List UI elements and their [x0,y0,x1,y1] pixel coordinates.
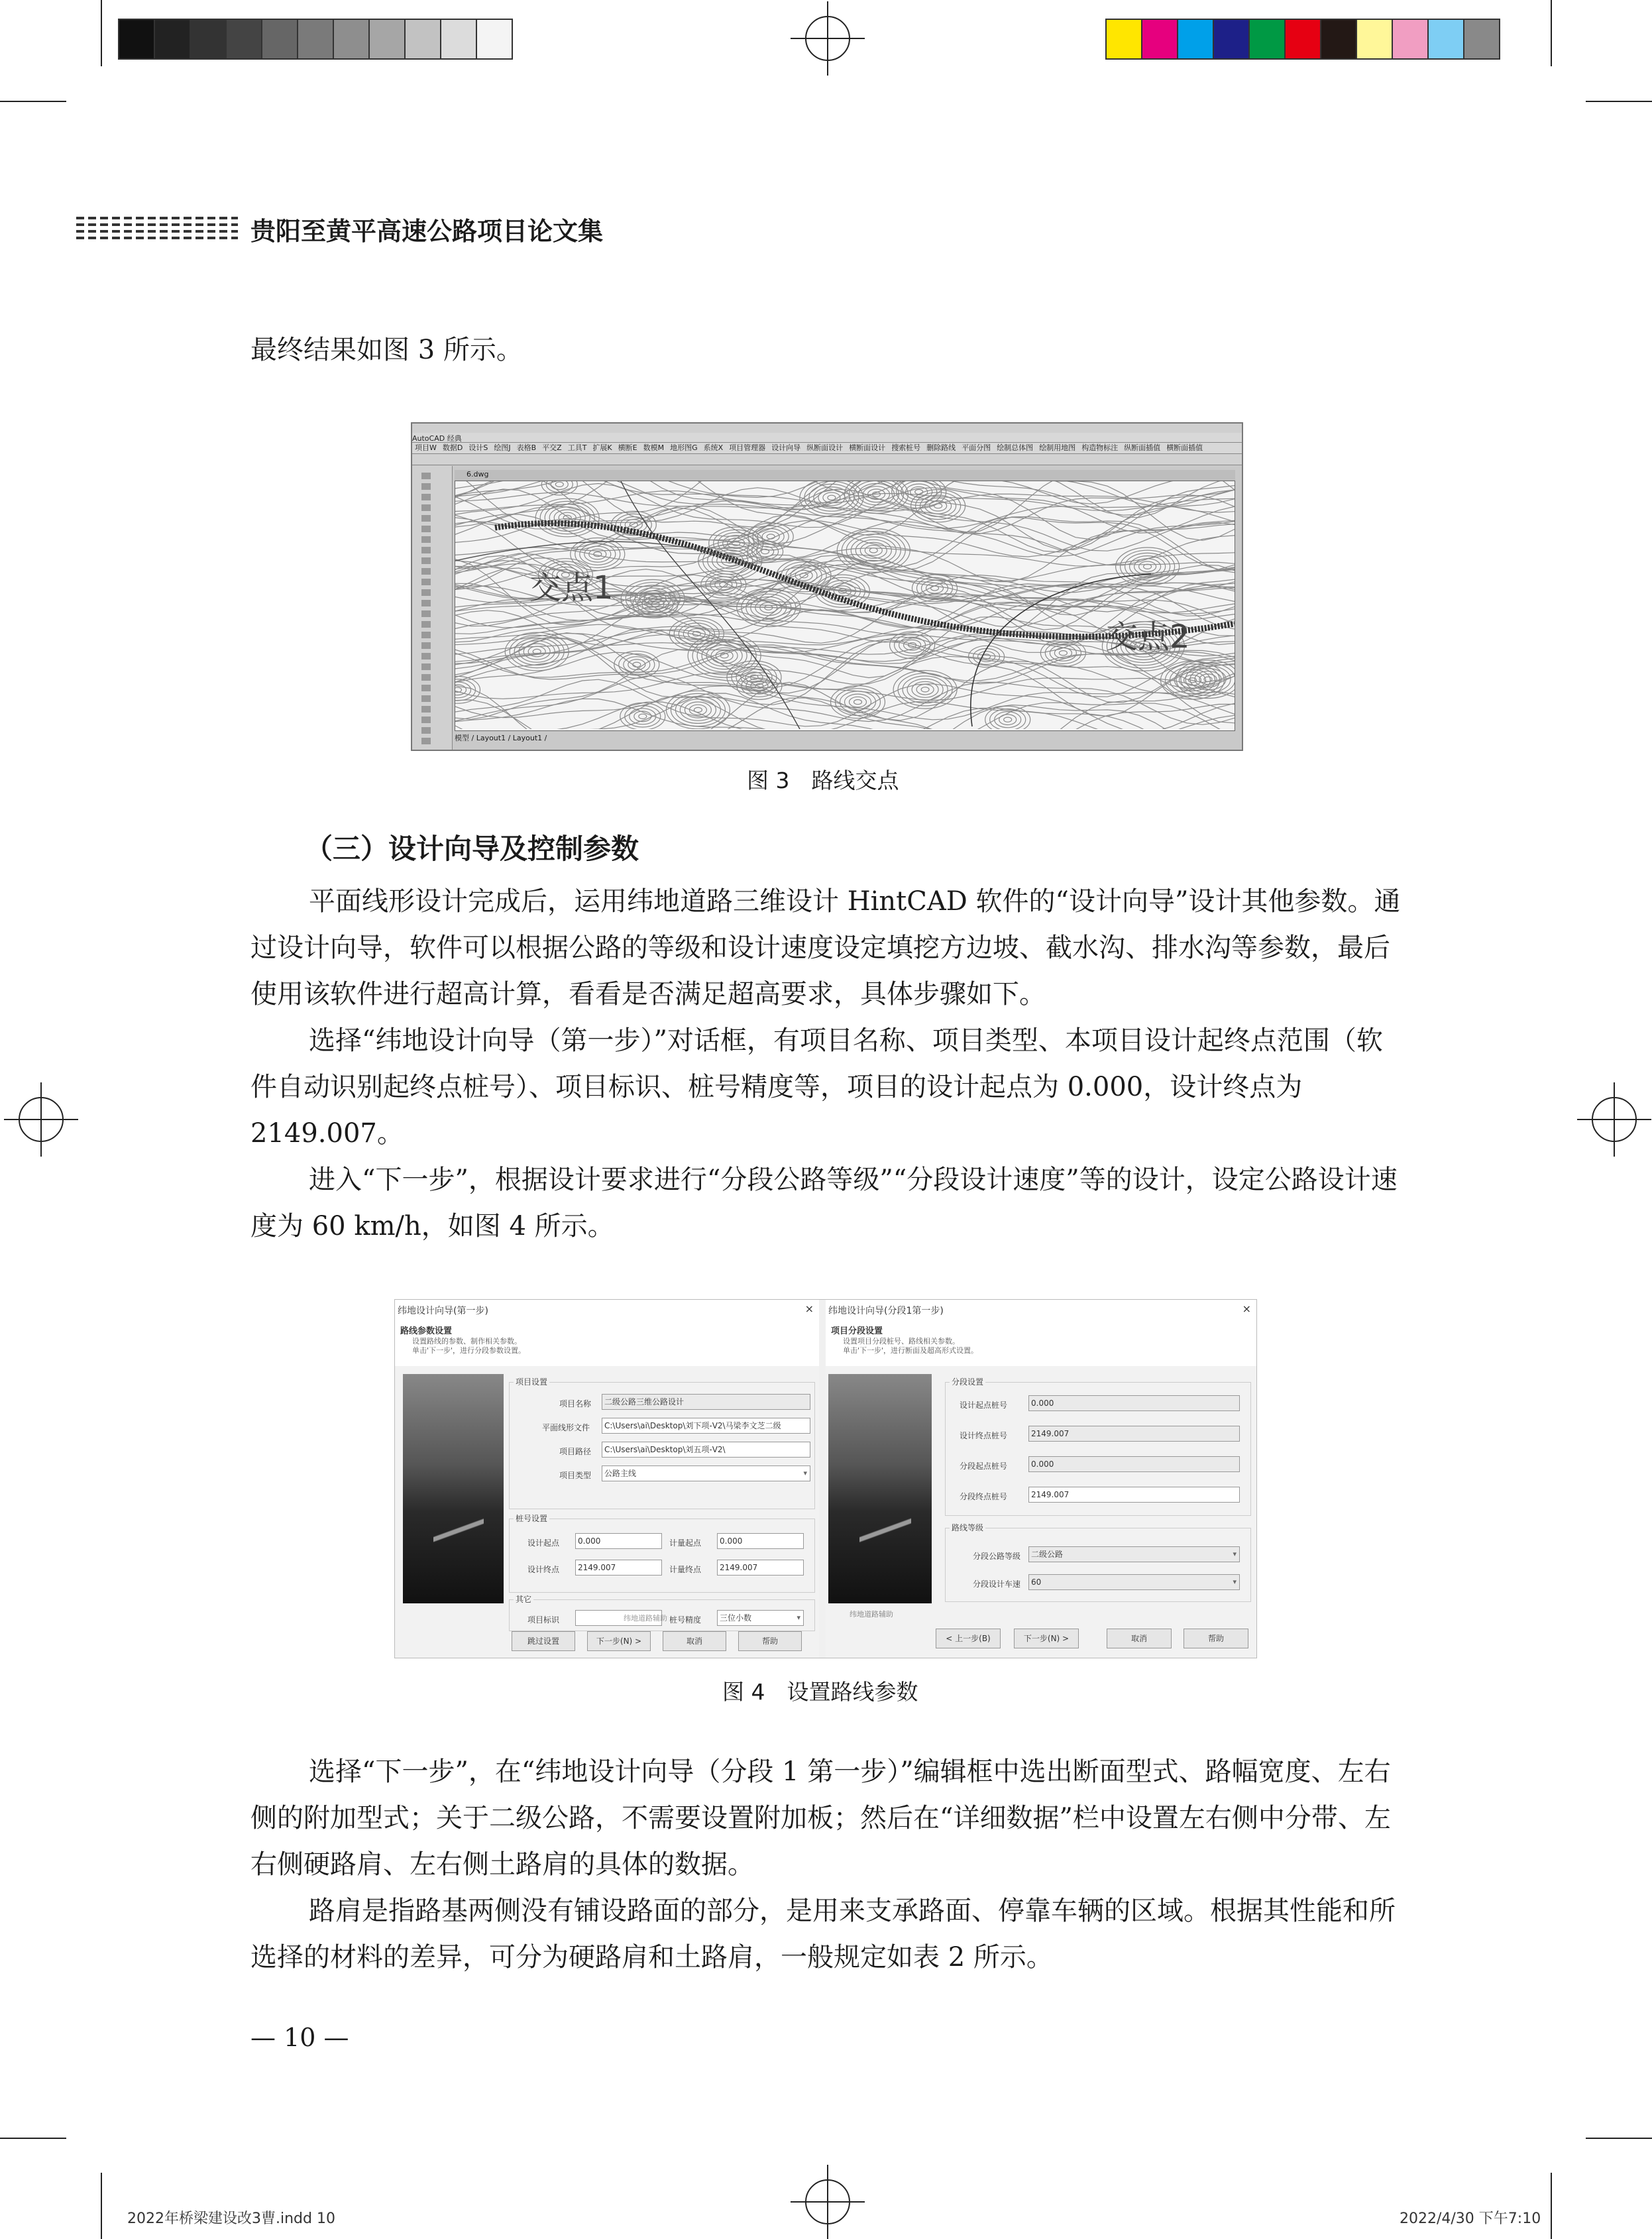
contour-line [931,586,939,591]
contour-line [1004,717,1012,722]
contour-line [745,672,763,683]
cad-menu-item[interactable]: 纵断面设计 [806,443,844,452]
crop-mark [1586,101,1652,102]
project-name-input[interactable]: 二级公路三维公路设计 [602,1394,810,1410]
contour-line [898,673,952,706]
project-path-input[interactable]: C:\Users\ai\Desktop\刘五项-V2\ [602,1442,810,1458]
measure-start-input[interactable]: 0.000 [717,1533,804,1549]
tool-icon[interactable] [421,727,431,734]
segment-grade-select[interactable]: 二级公路 ▾ [1028,1546,1240,1562]
help-button[interactable]: 帮助 [738,1631,802,1651]
segment-speed-select[interactable]: 60 ▾ [1028,1574,1240,1590]
cad-toolbar-second [412,454,1242,465]
contour-line [669,618,724,650]
contour-line [895,634,930,656]
tool-icon[interactable] [421,494,431,500]
contour-line [702,642,747,669]
design-end-input[interactable]: 2149.007 [575,1560,662,1576]
intersection-label-1: 交点1 [529,569,614,606]
contour-line [926,583,944,594]
contour-line [973,649,1000,665]
dialog-description-line: 设置项目分段桩号、路线相关参数。 [843,1337,960,1346]
dialog-description-line: 设置路线的参数、制作相关参数。 [412,1337,522,1346]
field-label: 计量终点 [669,1565,702,1574]
registration-mark [805,16,850,61]
cad-menu-item[interactable]: 设计向导 [771,443,801,452]
field-label: 计量起点 [669,1538,702,1548]
intro-text: 最终结果如图 3 所示。 [250,335,523,365]
field-label: 项目标识 [527,1615,560,1625]
tool-icon[interactable] [421,483,431,490]
cad-menu-item[interactable]: 项目管理器 [729,443,766,452]
contour-line [828,495,836,500]
registration-mark [19,1097,64,1142]
cancel-button[interactable]: 取消 [663,1631,726,1651]
cad-window-title-bar [412,433,1242,443]
skip-settings-button[interactable]: 跳过设置 [512,1631,575,1651]
tool-icon[interactable] [421,557,431,564]
contour-line [800,573,808,578]
design-start-station-input[interactable]: 0.000 [1028,1395,1240,1411]
crop-mark [101,0,102,66]
contour-line [639,714,647,718]
tool-icon[interactable] [421,706,431,713]
color-swatch [155,20,191,58]
gray-scale-bar [118,19,513,60]
footer-file-name: 2022年桥梁建设改3曹.indd 10 [127,2210,335,2227]
contour-line [1045,642,1081,663]
cad-menu-item[interactable]: 工具T [567,443,587,452]
contour-line [455,679,476,701]
footer-group: 纬地道路辅助 [624,1614,667,1623]
tool-icon[interactable] [421,632,431,638]
dialog-description-line: 单击'下一步'，进行断面及超高形式设置。 [843,1346,979,1355]
alignment-file-input[interactable]: C:\Users\ai\Desktop\刘下项-V2\马梁李文芝二级 [602,1418,810,1434]
field-label: 分段公路等级 [973,1552,1021,1561]
contour-line [917,577,953,599]
body-paragraphs [250,878,1404,1249]
cad-menu-item[interactable]: 构造物标注 [1081,443,1119,452]
figure-4-caption: 图 4 设置路线参数 [722,1679,918,1705]
color-swatch [1393,20,1429,58]
color-swatch [298,20,334,58]
contour-line [854,700,862,705]
cad-menu-item[interactable]: 平面分图 [962,443,991,452]
contour-line [767,534,775,539]
tool-icon[interactable] [421,579,431,585]
contour-line [634,711,651,722]
route-grade-group [945,1523,1251,1602]
contour-line [920,495,956,516]
station-precision-select[interactable]: 三位小数 ▾ [717,1610,804,1626]
highway-photo [828,1374,932,1603]
contour-line [584,546,611,562]
color-swatch [1107,20,1142,58]
cad-menu-item[interactable]: 纵断面插值 [1124,443,1161,452]
dialog-description [843,1337,978,1355]
tool-icon[interactable] [421,642,431,649]
tool-icon[interactable] [421,685,431,691]
tool-icon[interactable] [421,526,431,532]
footer-timestamp: 2022/4/30 下午7:10 [1400,2210,1541,2227]
cad-menu-item[interactable]: 表格B [516,443,537,452]
contour-line [903,676,948,703]
contour-line [523,644,550,660]
body-paragraphs-after [250,1749,1404,1981]
section-heading: （三）设计向导及控制参数 [305,832,639,865]
paragraph: 进入“下一步”，根据设计要求进行“分段公路等级”“分段设计速度”等的设计，设定公路设计速度为 60 km/h，如图 4 所示。 [250,1165,1398,1241]
segment-end-station-input[interactable]: 2149.007 [1028,1487,1240,1503]
contour-line [633,662,641,667]
paragraph: 路肩是指路基两侧没有铺设路面的部分，是用来支承路面、停靠车辆的区域。根据其性能和所选择的材料的差异，可分为硬路肩和土路肩，一般规定如表 2 所示。 [250,1896,1396,1973]
tool-icon[interactable] [421,738,431,744]
dialog-description-line: 单击'下一步'，进行分段参数设置。 [412,1346,526,1355]
contour-line [723,536,749,551]
tool-icon[interactable] [421,473,431,479]
contour-line [869,548,877,553]
contour-line [921,687,929,692]
next-button[interactable]: 下一步(N) > [1014,1629,1079,1648]
cad-menu-bar [412,443,1242,454]
color-swatch [1286,20,1321,58]
cad-menu-item[interactable]: 地形图G [670,443,698,452]
contour-line [689,705,706,715]
color-swatch [262,20,298,58]
design-start-input[interactable]: 0.000 [575,1533,662,1549]
contour-line [916,685,934,695]
field-label: 项目类型 [559,1471,592,1480]
group-title: 分段设置 [950,1376,985,1387]
contour-line [680,699,716,720]
dialog-title: 纬地设计向导(分段1第一步) [828,1306,944,1316]
color-swatch [227,20,262,58]
close-icon[interactable]: × [804,1302,814,1315]
figure-3-cad-screenshot [411,422,1243,751]
cad-menu-item[interactable]: 数据D [442,443,463,452]
crop-mark [1586,2138,1652,2139]
contour-line [1139,561,1156,572]
tool-icon[interactable] [421,515,431,522]
cad-menu-item[interactable]: 系统X [703,443,724,452]
contour-line [519,641,555,662]
contour-line [1134,559,1161,575]
contour-line [865,545,882,556]
cad-menu-item[interactable]: 平交Z [542,443,562,452]
crop-mark [101,2173,102,2239]
contour-line [455,506,1235,551]
color-swatch [1250,20,1286,58]
design-end-station-input[interactable]: 2149.007 [1028,1426,1240,1442]
contour-line [915,490,923,494]
contour-line [555,482,563,487]
contour-line [701,571,746,599]
crop-mark [1551,2173,1552,2239]
contour-line [455,650,1235,723]
cad-menu-item[interactable]: 扩展K [592,443,612,452]
field-label: 项目名称 [559,1399,592,1408]
figure-4-dialogs [394,1299,1257,1658]
color-swatch [441,20,477,58]
color-swatch [191,20,227,58]
contour-line [727,661,781,693]
contour-line [628,660,645,670]
tool-icon[interactable] [421,589,431,596]
field-label: 分段设计车速 [973,1579,1021,1589]
figure-3-caption: 图 3 路线交点 [747,768,899,793]
contour-line [934,504,942,508]
field-label: 设计终点 [527,1565,560,1574]
wizard-dialog-step1 [395,1300,819,1658]
field-label: 平面线形文件 [542,1423,590,1432]
contour-line [455,673,1235,700]
cad-drawing-title-bar [455,470,1235,481]
contour-line [855,540,891,561]
cancel-button[interactable]: 取消 [1107,1629,1172,1648]
cad-menu-item[interactable]: 搜索桩号 [891,443,921,452]
contour-line [746,678,773,694]
cad-drawing-tab: 6.dwg [467,470,489,479]
tool-icon[interactable] [421,536,431,543]
cad-left-toolbar [412,466,453,750]
field-label: 项目路径 [559,1447,592,1456]
cad-menu-item[interactable]: 绘制用地图 [1039,443,1076,452]
cad-menu-item[interactable]: 绘图J [494,443,511,452]
tool-icon[interactable] [421,621,431,628]
dialog-header [395,1300,819,1366]
measure-end-input[interactable]: 2149.007 [717,1560,804,1576]
contour-line [846,534,901,567]
cad-menu-item[interactable]: 横断面插值 [1166,443,1203,452]
cad-window-title: AutoCAD 经典 [412,434,462,443]
color-swatch [406,20,441,58]
registration-mark [1592,1097,1637,1142]
tool-icon[interactable] [421,674,431,681]
cad-toolbar-top [412,424,1242,433]
cad-menu-item[interactable]: 横断面设计 [849,443,886,452]
contour-line [675,697,720,724]
crop-mark [0,101,66,102]
tool-icon[interactable] [421,653,431,660]
field-label: 桩号精度 [669,1615,702,1625]
header-dash-pattern [76,217,238,239]
color-swatch [1214,20,1250,58]
cad-menu-item[interactable]: 绘制总体图 [997,443,1034,452]
color-swatch [1321,20,1357,58]
tool-icon[interactable] [421,504,431,511]
color-swatch [334,20,370,58]
contour-line [551,481,568,490]
contour-line [594,552,602,557]
cad-menu-item[interactable]: 横断E [618,443,637,452]
cad-drawing-area [455,481,1235,731]
contour-line [540,501,594,534]
intersection-label-2: 交点2 [1106,618,1190,656]
cad-menu-item[interactable]: 项目W [415,443,437,452]
highway-photo [403,1374,504,1603]
cad-menu-item[interactable]: 删除路线 [926,443,956,452]
group-title: 其它 [514,1593,533,1605]
intro-paragraph [250,327,1404,373]
color-swatch [119,20,155,58]
cad-layout-tabs: 模型 / Layout1 / Layout1 / [455,734,547,742]
color-swatch [1178,20,1214,58]
dialog-description [412,1337,525,1355]
footer-group: 纬地道路辅助 [850,1610,893,1619]
dialog-title: 纬地设计向导(第一步) [398,1306,488,1316]
tool-icon[interactable] [421,717,431,723]
segment-start-station-input[interactable]: 0.000 [1028,1456,1240,1472]
field-label: 设计起点桩号 [960,1401,1008,1410]
tool-icon[interactable] [421,547,431,553]
field-label: 分段起点桩号 [960,1462,1008,1471]
field-label: 设计起点 [527,1538,560,1548]
contour-line [907,679,943,700]
project-type-select[interactable]: 公路主线 ▾ [602,1465,810,1481]
contour-line [528,646,545,657]
paragraph: 平面线形设计完成后，运用纬地道路三维设计 HintCAD 软件的“设计向导”设计其他参数。通过设计向导，软件可以根据公路的等级和设计速度设定填挖方边坡、截水沟、排水沟等参数，最后使用该软件进行超高计算，看看是否满足超高要求，具体步骤如下。 [250,886,1401,1009]
contour-line [850,697,867,707]
contour-line [624,657,650,673]
page-number: — 10 — [250,2023,349,2052]
cad-menu-item[interactable]: 数模M [643,443,665,452]
close-icon[interactable]: × [1242,1302,1251,1315]
dialog-heading: 项目分段设置 [831,1326,883,1336]
tool-icon[interactable] [421,600,431,606]
previous-button[interactable]: < 上一步(B) [936,1629,1001,1648]
field-label: 设计终点桩号 [960,1431,1008,1440]
tool-icon[interactable] [421,610,431,617]
contour-line [1059,651,1067,656]
paragraph: 选择“纬地设计向导（第一步）”对话框，有项目名称、项目类型、本项目设计起终点范围（软件自动识别起终点桩号）、项目标识、桩号精度等，项目的设计起点为 0.000，设计终点为 2149.007。 [250,1025,1383,1149]
crop-mark [0,2138,66,2139]
wizard-dialog-segment1 [826,1300,1256,1658]
dialog-header [826,1300,1256,1366]
color-swatch [477,20,512,58]
contour-line [685,702,711,718]
contour-line [1199,674,1217,685]
contour-line [630,522,637,527]
help-button[interactable]: 帮助 [1184,1629,1248,1648]
crop-mark [1551,0,1552,66]
contour-line [851,537,896,564]
contour-line [999,715,1017,725]
dialog-heading: 路线参数设置 [400,1326,453,1336]
tool-icon[interactable] [421,568,431,575]
registration-mark [805,2179,850,2224]
cad-menu-item[interactable]: 设计S [468,443,488,452]
header-title: 贵阳至黄平高速公路项目论文集 [250,217,604,246]
color-swatch [1357,20,1393,58]
group-title: 项目设置 [514,1376,549,1387]
tool-icon[interactable] [421,663,431,670]
group-title: 路线等级 [950,1522,985,1533]
tool-icon[interactable] [421,695,431,702]
color-bar [1105,19,1500,60]
next-button[interactable]: 下一步(N) > [587,1631,651,1651]
color-swatch [1142,20,1178,58]
contour-line [706,645,742,666]
contour-line [1054,648,1072,658]
station-settings-group [509,1514,815,1593]
contour-line [563,515,571,520]
contour-line [694,707,702,712]
group-title: 桩号设置 [514,1513,549,1524]
field-label: 分段终点桩号 [960,1492,1008,1501]
color-swatch [1464,20,1499,58]
contour-line [752,544,779,559]
color-swatch [370,20,406,58]
color-swatch [1429,20,1464,58]
contour-line [860,542,887,558]
paragraph: 选择“下一步”，在“纬地设计向导（分段 1 第一步）”编辑框中选出断面型式、路幅宽度、左右侧的附加型式；关于二级公路，不需要设置附加板；然后在“详细数据”栏中设置左右侧中分带、左右侧硬路肩、左右侧土路肩的具体的数据。 [250,1756,1391,1880]
